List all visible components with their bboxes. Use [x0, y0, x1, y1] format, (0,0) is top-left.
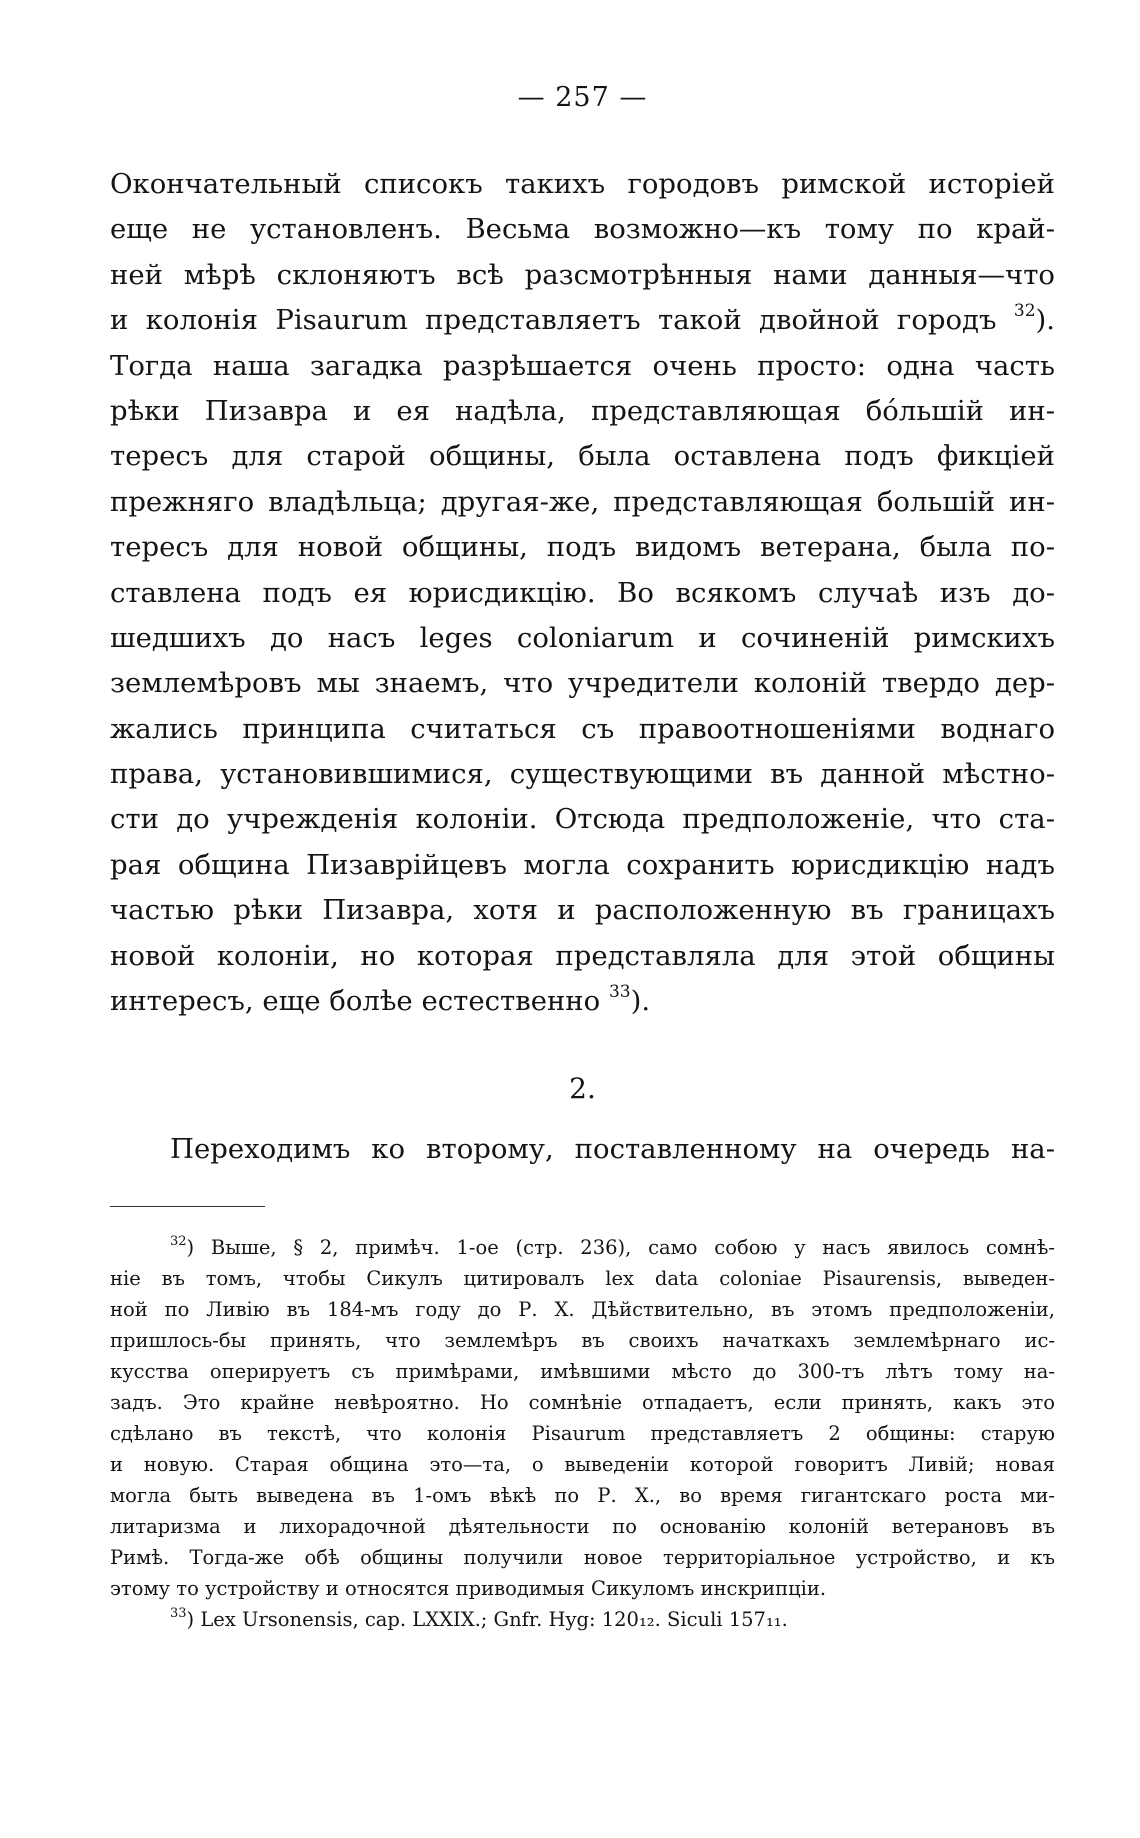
footnote-line: могла быть выведена въ 1-омъ вѣкѣ по Р. Х., во время гигантскаго роста ми-: [110, 1484, 1055, 1507]
next-paragraph: [110, 1127, 1055, 1172]
text-line: [110, 298, 1055, 343]
text-line: прежняго владѣльца; другая-же, представляющая большій ин-: [110, 485, 1055, 518]
text-line: Переходимъ ко второму, поставленному на очередь на-: [170, 1133, 1055, 1165]
footnote-32: [110, 1232, 1055, 1604]
footnote-ref-33-suffix: ).: [630, 985, 651, 1018]
text-line: права, установившимися, существующими въ данной мѣстно-: [110, 758, 1055, 791]
footnote-marker-32: 32: [170, 1233, 187, 1249]
text-line: ней мѣрѣ склоняютъ всѣ разсмотрѣнныя нами данныя—что: [110, 258, 1055, 291]
text-line: новой колоніи, но которая представляла для этой общины: [110, 939, 1055, 972]
text-line: землемѣровъ мы знаемъ, что учредители колоній твердо дер-: [110, 667, 1055, 700]
footnote-line: этому то устройству и относятся приводимыя Сикуломъ инскрипціи.: [110, 1577, 827, 1600]
footnote-line: пришлось-бы принять, что землемѣръ въ своихъ начаткахъ землемѣрнаго ис-: [110, 1329, 1055, 1352]
footnote-line-content: ) Lex Ursonensis, cap. LXXIX.; Gnfr. Hyg: 120₁₂. Siculi 157₁₁.: [186, 1608, 788, 1631]
text-line: рѣки Пизавра и ея надѣла, представляющая бо́льшій ин-: [110, 394, 1055, 427]
footnotes: [110, 1232, 1055, 1635]
footnote-line: ніе въ томъ, чтобы Сикулъ цитировалъ lex data coloniae Pisaurensis, выведен-: [110, 1267, 1055, 1290]
footnote-33: [110, 1604, 1055, 1635]
text-line: шедшихъ до насъ leges coloniarum и сочиненій римскихъ: [110, 621, 1055, 654]
text-line-content: интересъ, еще болѣе естественно: [110, 985, 601, 1018]
footnote-divider: [110, 1206, 265, 1207]
text-line-content: и колонія Pisaurum представляетъ такой двойной городъ: [110, 304, 997, 337]
footnote-line: сдѣлано въ текстѣ, что колонія Pisaurum представляетъ 2 общины: старую: [110, 1422, 1055, 1445]
text-line: [110, 979, 1055, 1024]
footnote-line: [110, 1604, 1055, 1635]
footnote-line: кусства оперируетъ съ примѣрами, имѣвшими мѣсто до 300-тъ лѣтъ тому на-: [110, 1360, 1055, 1383]
footnote-line: задъ. Это крайне невѣроятно. Но сомнѣніе отпадаетъ, если принять, какъ это: [110, 1391, 1055, 1414]
main-paragraph: [110, 162, 1055, 1024]
footnote-ref-33[interactable]: 33: [608, 981, 631, 1002]
footnote-marker-33: 33: [170, 1605, 187, 1621]
text-line: тересъ для старой общины, была оставлена подъ фикціей: [110, 440, 1055, 473]
book-page: [110, 0, 1055, 1838]
footnote-line-content: ) Выше, § 2, примѣч. 1-ое (стр. 236), само собою у насъ явилось сомнѣ-: [186, 1236, 1055, 1259]
text-line: ставлена подъ ея юрисдикцію. Во всякомъ случаѣ изъ до-: [110, 576, 1055, 609]
footnote-ref-32[interactable]: 32: [1013, 301, 1036, 322]
footnote-line: Римѣ. Тогда-же обѣ общины получили новое территоріальное устройство, и къ: [110, 1546, 1055, 1569]
footnote-line: ной по Ливію въ 184-мъ году до Р. Х. Дѣйствительно, въ этомъ предположеніи,: [110, 1298, 1055, 1321]
footnote-line: [110, 1232, 1055, 1263]
text-line: еще не установленъ. Весьма возможно—къ тому по край-: [110, 213, 1055, 246]
footnote-line: литаризма и лихорадочной дѣятельности по основанію колоній ветерановъ въ: [110, 1515, 1055, 1538]
text-line: тересъ для новой общины, подъ видомъ ветерана, была по-: [110, 531, 1055, 564]
footnote-ref-32-suffix: ).: [1035, 304, 1056, 337]
text-line: Тогда наша загадка разрѣшается очень просто: одна часть: [110, 349, 1055, 382]
text-line: сти до учрежденія колоніи. Отсюда предположеніе, что ста-: [110, 803, 1055, 836]
page-number: — 257 —: [517, 82, 648, 113]
text-line: жались принципа считаться съ правоотношеніями воднаго: [110, 712, 1055, 745]
section-number: 2.: [569, 1072, 596, 1105]
footnote-line: и новую. Старая община это—та, о выведеніи которой говоритъ Ливій; новая: [110, 1453, 1055, 1476]
text-line: Окончательный списокъ такихъ городовъ римской исторіей: [110, 168, 1055, 200]
text-line: рая община Пизаврійцевъ могла сохранить юрисдикцію надъ: [110, 848, 1055, 881]
text-line: частью рѣки Пизавра, хотя и расположенную въ границахъ: [110, 894, 1055, 927]
